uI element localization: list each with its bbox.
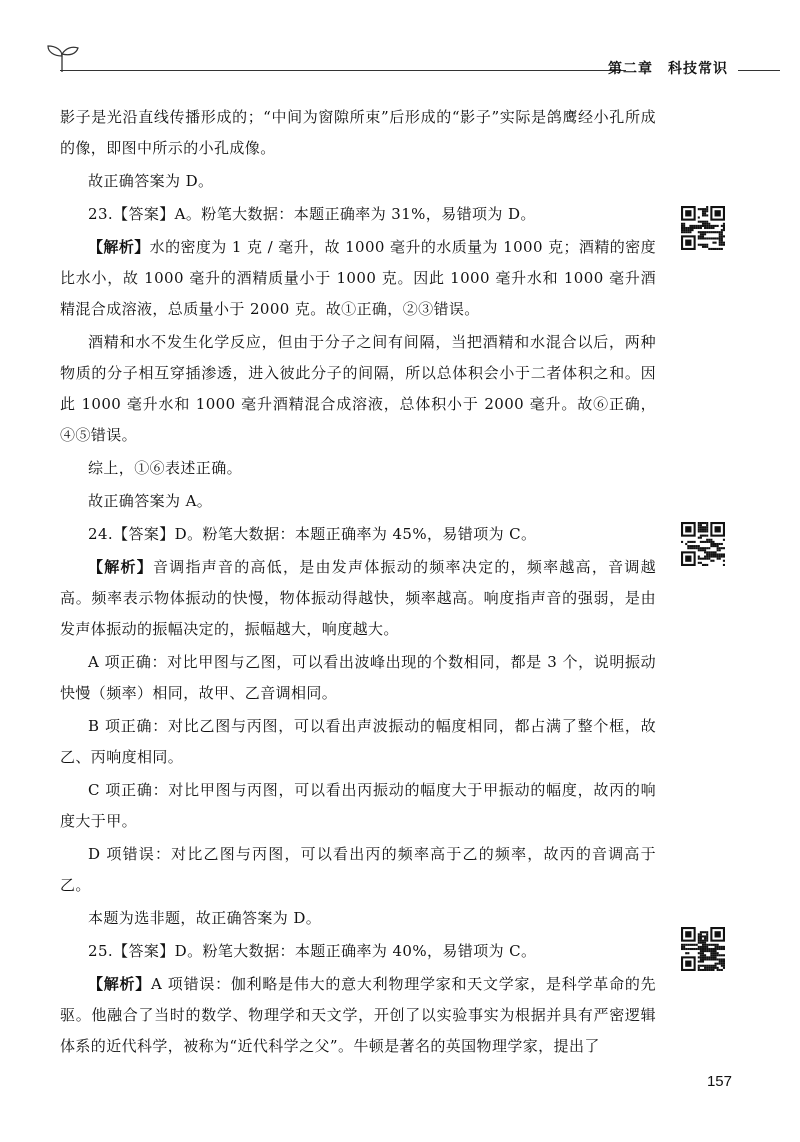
answer-24 (60, 519, 656, 550)
paragraph-text: 故正确答案为 A。 (88, 492, 213, 510)
paragraph-text: A 项错误：伽利略是伟大的意大利物理学家和天文学家，是科学革命的先驱。他融合了当时的数学、物理学和天文学，开创了以实验事实为根据并具有严密逻辑体系的近代科学，被称为“近代科学之父”。牛顿是著名的英国物理学家，提出了 (60, 975, 656, 1055)
analysis-25 (60, 969, 656, 1062)
paragraph-text: 水的密度为 1 克 / 毫升，故 1000 毫升的水质量为 1000 克；酒精的密度比水小，故 1000 毫升的酒精质量小于 1000 克。因此 1000 毫升水和 1000 毫升酒精混合成溶液，总质量小于 2000 克。故①正确，②③错误。 (60, 238, 656, 318)
paragraph-text: B 项正确：对比乙图与丙图，可以看出声波振动的幅度相同，都占满了整个框，故乙、丙响度相同。 (60, 717, 656, 766)
paragraph (60, 839, 656, 901)
paragraph-text: 24.【答案】D。粉笔大数据：本题正确率为 45%，易错项为 C。 (88, 525, 537, 543)
paragraph-text: 酒精和水不发生化学反应，但由于分子之间有间隔，当把酒精和水混合以后，两种物质的分子相互穿插渗透，进入彼此分子的间隔，所以总体积会小于二者体积之和。因此 1000 毫升水和 1000 毫升酒精混合成溶液，总体积小于 2000 毫升。故⑥正确，④⑤错误。 (60, 333, 656, 444)
paragraph (60, 327, 656, 451)
analysis-tag: 【解析】 (88, 975, 152, 993)
page-number: 157 (706, 1073, 732, 1090)
chapter-title: 第二章 科技常识 (608, 61, 728, 77)
paragraph (60, 166, 656, 197)
paragraph (60, 775, 656, 837)
paragraph (60, 102, 656, 164)
paragraph-text: 25.【答案】D。粉笔大数据：本题正确率为 40%，易错项为 C。 (88, 942, 537, 960)
analysis-tag: 【解析】 (88, 238, 150, 256)
header-rule-right (738, 70, 780, 71)
paragraph (60, 647, 656, 709)
page-body (60, 102, 656, 1064)
page-header (38, 38, 780, 78)
paragraph (60, 903, 656, 934)
header-rule-left (60, 70, 626, 71)
paragraph-text: 综上，①⑥表述正确。 (88, 459, 243, 477)
paragraph-text: 23.【答案】A。粉笔大数据：本题正确率为 31%，易错项为 D。 (88, 205, 536, 223)
paragraph-text: C 项正确：对比甲图与丙图，可以看出丙振动的幅度大于甲振动的幅度，故丙的响度大于甲。 (60, 781, 656, 830)
paragraph-text: A 项正确：对比甲图与乙图，可以看出波峰出现的个数相同，都是 3 个，说明振动快慢（频率）相同，故甲、乙音调相同。 (60, 653, 656, 702)
qr-code-icon[interactable] (681, 927, 725, 971)
analysis-23 (60, 232, 656, 325)
paragraph (60, 711, 656, 773)
paragraph-text: D 项错误：对比乙图与丙图，可以看出丙的频率高于乙的频率，故丙的音调高于乙。 (60, 845, 656, 894)
analysis-tag: 【解析】 (88, 558, 154, 576)
paragraph-text: 影子是光沿直线传播形成的；“中间为窗隙所束”后形成的“影子”实际是鸽鹰经小孔所成的像，即图中所示的小孔成像。 (60, 108, 656, 157)
paragraph (60, 453, 656, 484)
answer-25 (60, 936, 656, 967)
analysis-24 (60, 552, 656, 645)
qr-code-icon[interactable] (681, 206, 725, 250)
paragraph-text: 音调指声音的高低，是由发声体振动的频率决定的，频率越高，音调越高。频率表示物体振动的快慢，物体振动得越快，频率越高。响度指声音的强弱，是由发声体振动的振幅决定的，振幅越大，响度越大。 (60, 558, 656, 638)
paragraph-text: 故正确答案为 D。 (88, 172, 214, 190)
paragraph (60, 486, 656, 517)
answer-23 (60, 199, 656, 230)
paragraph-text: 本题为选非题，故正确答案为 D。 (88, 909, 322, 927)
qr-code-icon[interactable] (681, 522, 725, 566)
